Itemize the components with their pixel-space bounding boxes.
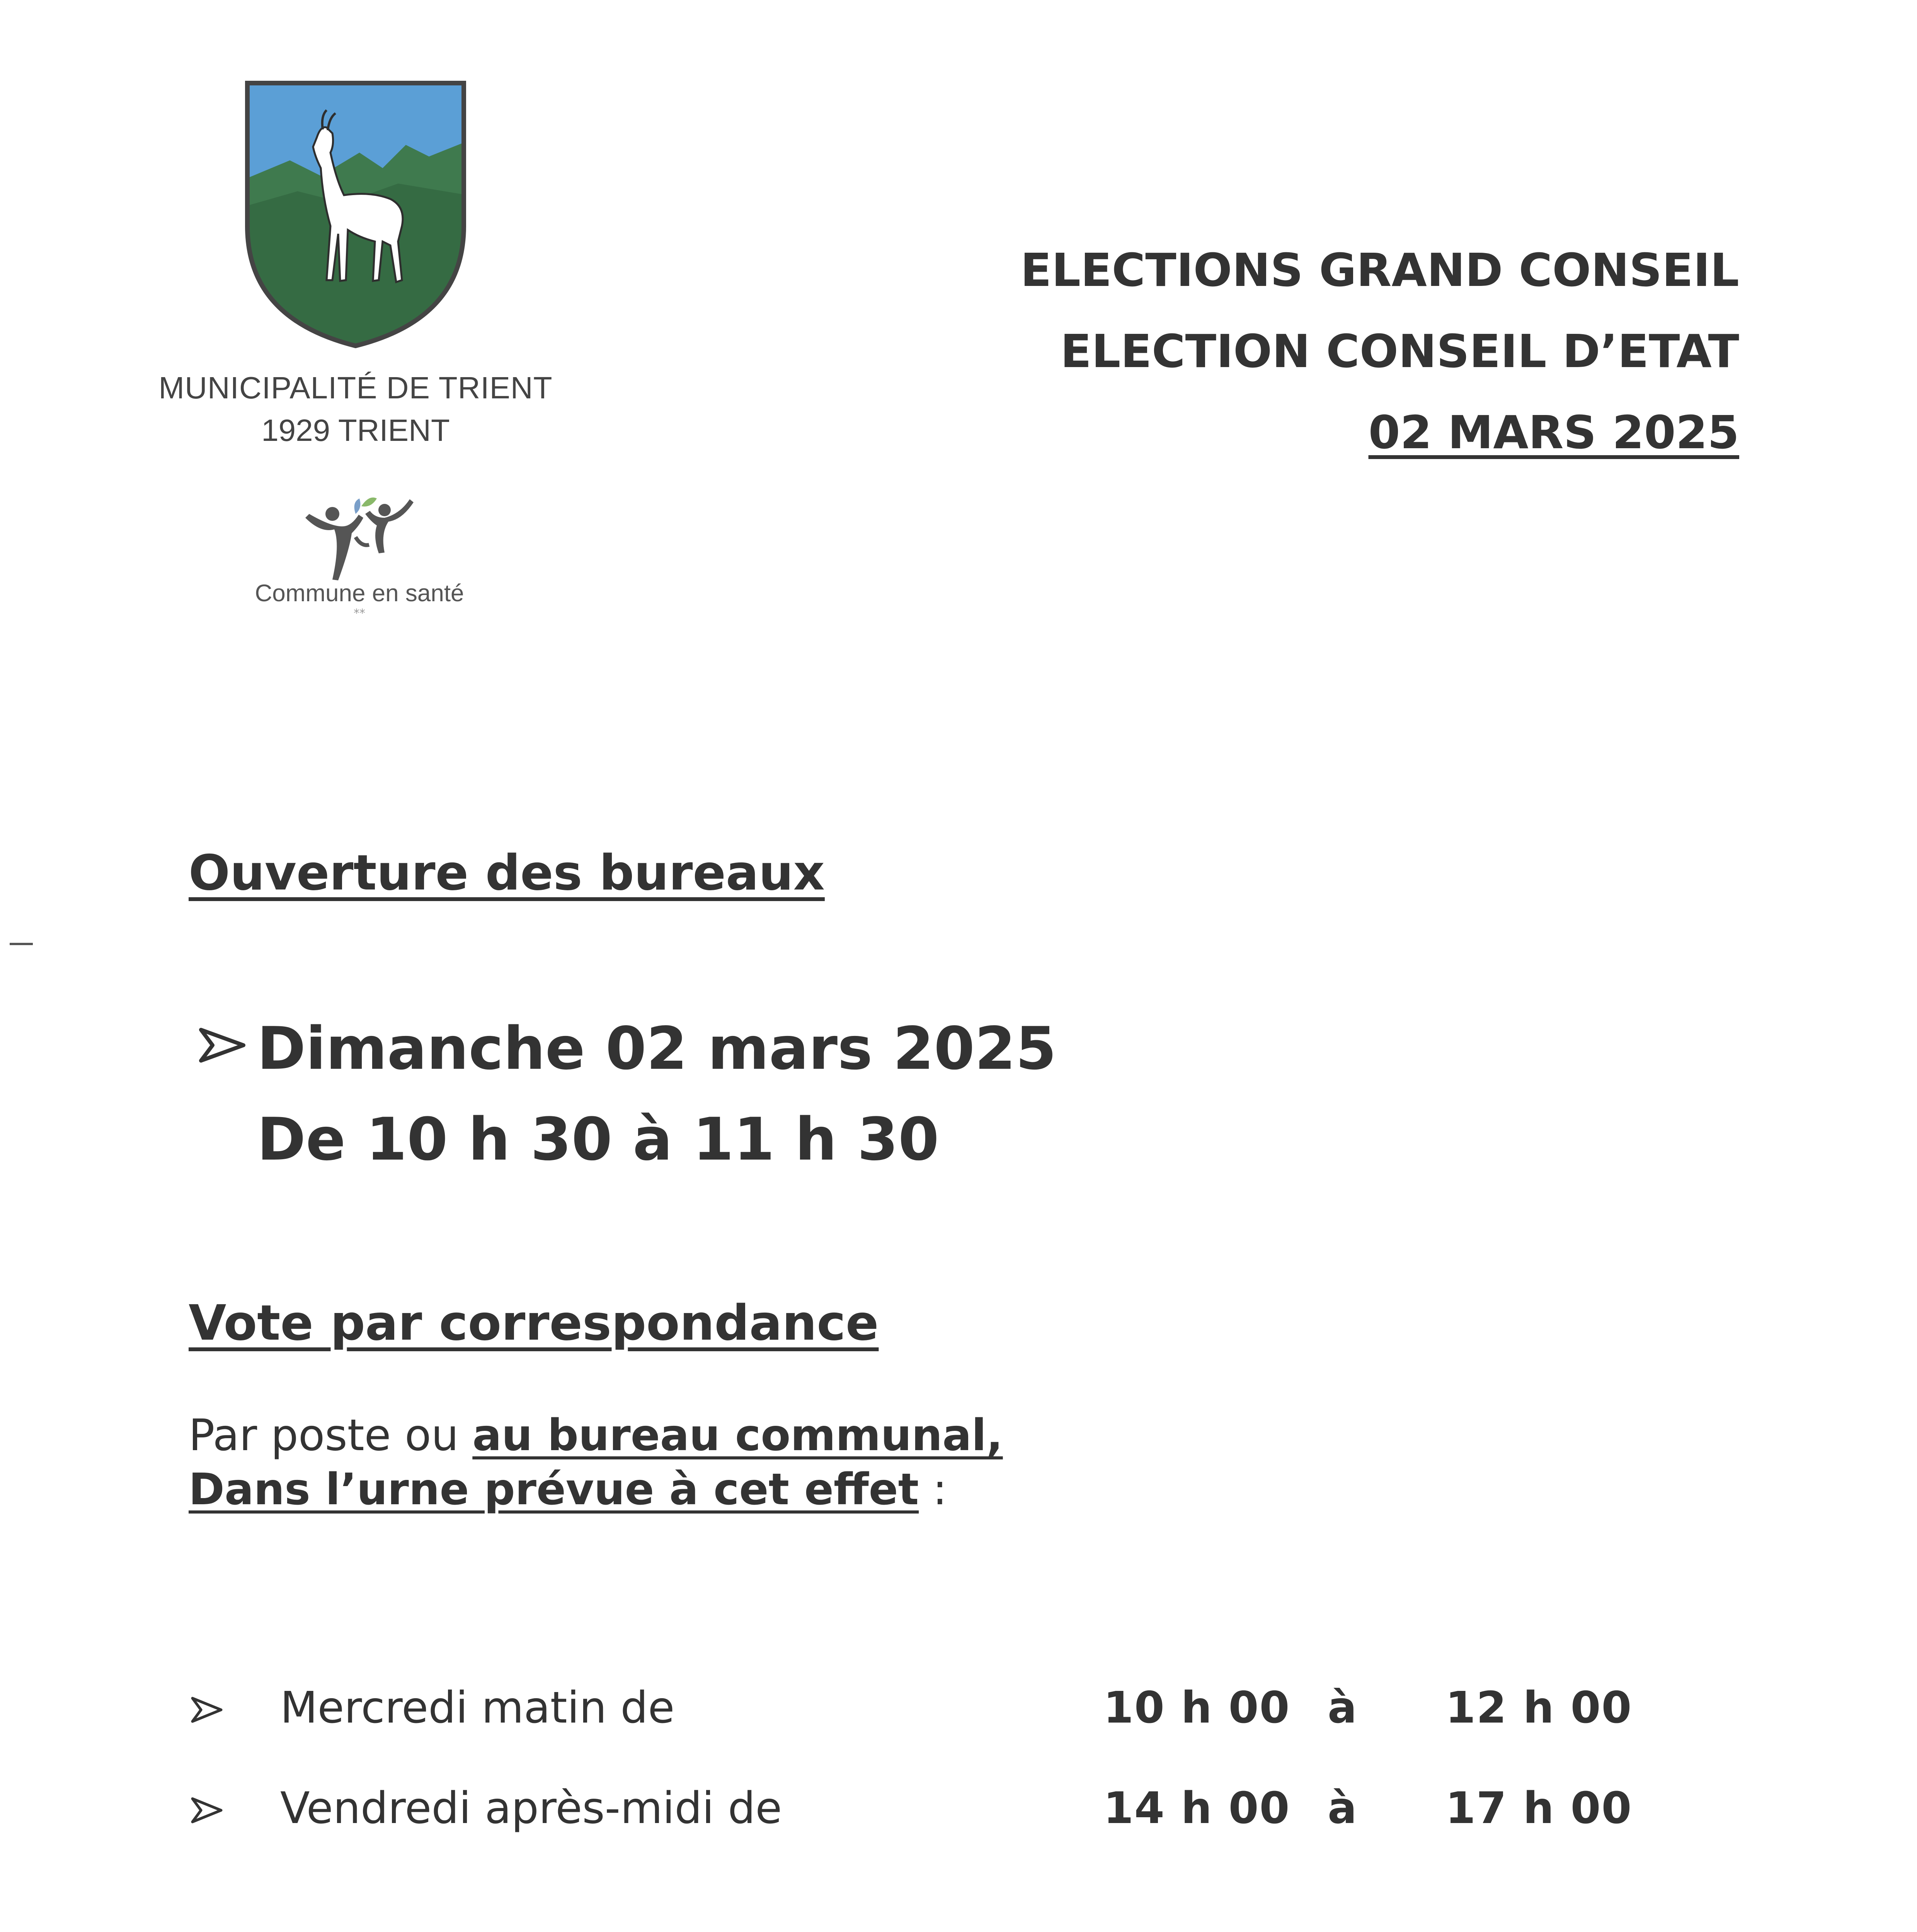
arrow-bullet-icon [189, 1795, 224, 1826]
schedule-to: 12 h 00 [1445, 1683, 1633, 1733]
municipality-zip: 1929 TRIENT [261, 413, 450, 447]
opening-heading: Ouverture des bureaux [189, 844, 825, 901]
correspondence-line1-emph: au bureau communal, [472, 1410, 1003, 1461]
arrow-bullet-icon [189, 1694, 224, 1725]
schedule-from: 14 h 00 [1103, 1783, 1290, 1833]
health-label: Commune en santé [255, 580, 464, 607]
health-stars: ** [354, 607, 365, 620]
title-date: 02 MARS 2025 [1368, 406, 1739, 459]
arrow-bullet-icon [197, 1024, 247, 1066]
schedule-from: 10 h 00 [1103, 1683, 1290, 1733]
schedule-separator: à [1328, 1683, 1358, 1733]
correspondence-line2-suffix: : [919, 1464, 947, 1515]
correspondence-heading: Vote par correspondance [189, 1294, 879, 1351]
chamois-crest-icon [243, 79, 468, 350]
title-conseil-etat: ELECTION CONSEIL D’ETAT [1060, 325, 1739, 378]
schedule-label: Mercredi matin de [280, 1683, 675, 1733]
schedule-to: 17 h 00 [1445, 1783, 1633, 1833]
commune-en-sante-icon [298, 491, 421, 583]
municipality-name: MUNICIPALITÉ DE TRIENT [158, 371, 553, 405]
correspondence-line2-emph: Dans l’urne prévue à cet effet [189, 1464, 919, 1515]
opening-hours: De 10 h 30 à 11 h 30 [257, 1105, 939, 1173]
correspondence-line1 [189, 1410, 1003, 1461]
opening-day: Dimanche 02 mars 2025 [257, 1014, 1057, 1083]
schedule-label: Vendredi après-midi de [280, 1783, 782, 1833]
title-grand-conseil: ELECTIONS GRAND CONSEIL [1020, 243, 1739, 297]
schedule-separator: à [1328, 1783, 1358, 1833]
correspondence-line1-prefix: Par poste ou [189, 1410, 473, 1461]
margin-mark [10, 943, 33, 945]
correspondence-line2 [189, 1464, 947, 1515]
